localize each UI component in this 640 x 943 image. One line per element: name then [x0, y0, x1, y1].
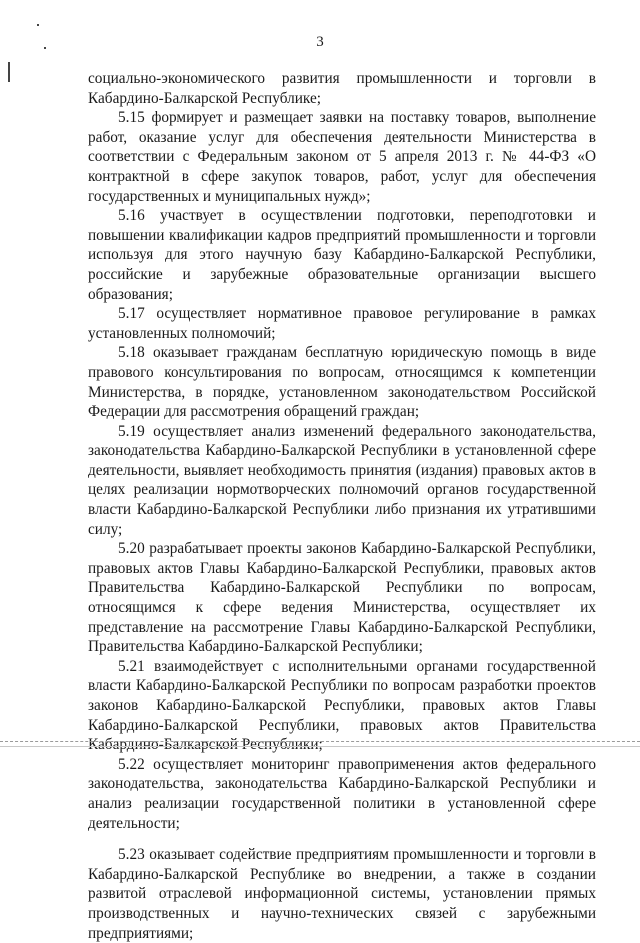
document-body — [88, 69, 596, 943]
clause-5-17: 5.17 осуществляет нормативное правовое регулирование в рамках установленных полномочий; — [88, 305, 596, 342]
scan-fold-line-shadow — [0, 746, 640, 747]
clause-5-23: 5.23 оказывает содействие предприятиям промышленности и торговли в Кабардино-Балкарской Республике во внедрении, а также в создании развитой отраслевой информационной системы, установлении прямых производственных и научно-технических связей с зарубежными предприятиями; — [88, 846, 596, 942]
clause-5-21: 5.21 взаимодействует с исполнительными органами государственной власти Кабардино-Балкарской Республики по вопросам разработки проектов законов Кабардино-Балкарской Республики, правовых актов Главы Кабардино-Балкарской Республики, правовых актов Правительства Кабардино-Балкарской Республики; — [88, 657, 596, 754]
paragraph-continuation: социально-экономического развития промышленности и торговли в Кабардино-Балкарской Республике; — [88, 70, 596, 107]
clause-5-15: 5.15 формирует и размещает заявки на поставку товаров, выполнение работ, оказание услуг для обеспечения деятельности Министерства в соответствии с Федеральным законом от 5 апреля 2013 г. № 44-ФЗ «О контрактной в сфере закупок товаров, работ, услуг для обеспечения государственных и муниципальных нужд»; — [88, 109, 596, 205]
clause-5-22: 5.22 осуществляет мониторинг правоприменения актов федерального законодательства, законодательства Кабардино-Балкарской Республики и анализ реализации государственной политики в установленной сфере деятельности; — [88, 755, 596, 832]
clause-5-18: 5.18 оказывает гражданам бесплатную юридическую помощь в виде правового консультирования по вопросам, относящимся к компетенции Министерства, в порядке, установленном законодательством Российской Федерации для рассмотрения обращений граждан; — [88, 344, 596, 421]
clause-5-19: 5.19 осуществляет анализ изменений федерального законодательства, законодательства Кабардино-Балкарской Республики в установленной сфере деятельности, выявляет необходимость принятия (издания) правовых актов в целях реализации нормотворческих полномочий органов государственной власти Кабардино-Балкарской Республики либо признания их утратившими силу; — [88, 422, 596, 538]
clause-5-20: 5.20 разрабатывает проекты законов Кабардино-Балкарской Республики, правовых актов Главы Кабардино-Балкарской Республики, правовых актов Правительства Кабардино-Балкарской Республики по вопросам, относящимся к сфере ведения Министерства, осуществляет их представление на рассмотрение Главы Кабардино-Балкарской Республики, Правительства Кабардино-Балкарской Республики; — [88, 540, 596, 656]
page-number: 3 — [316, 34, 324, 50]
scan-speck — [37, 24, 39, 26]
scan-fold-line — [0, 741, 640, 742]
scan-edge-mark — [8, 62, 10, 82]
clause-5-16: 5.16 участвует в осуществлении подготовки, переподготовки и повышении квалификации кадров предприятий промышленности и торговли используя для этого научную базу Кабардино-Балкарской Республики, российские и зарубежные образовательные организации высшего образования; — [88, 207, 596, 303]
